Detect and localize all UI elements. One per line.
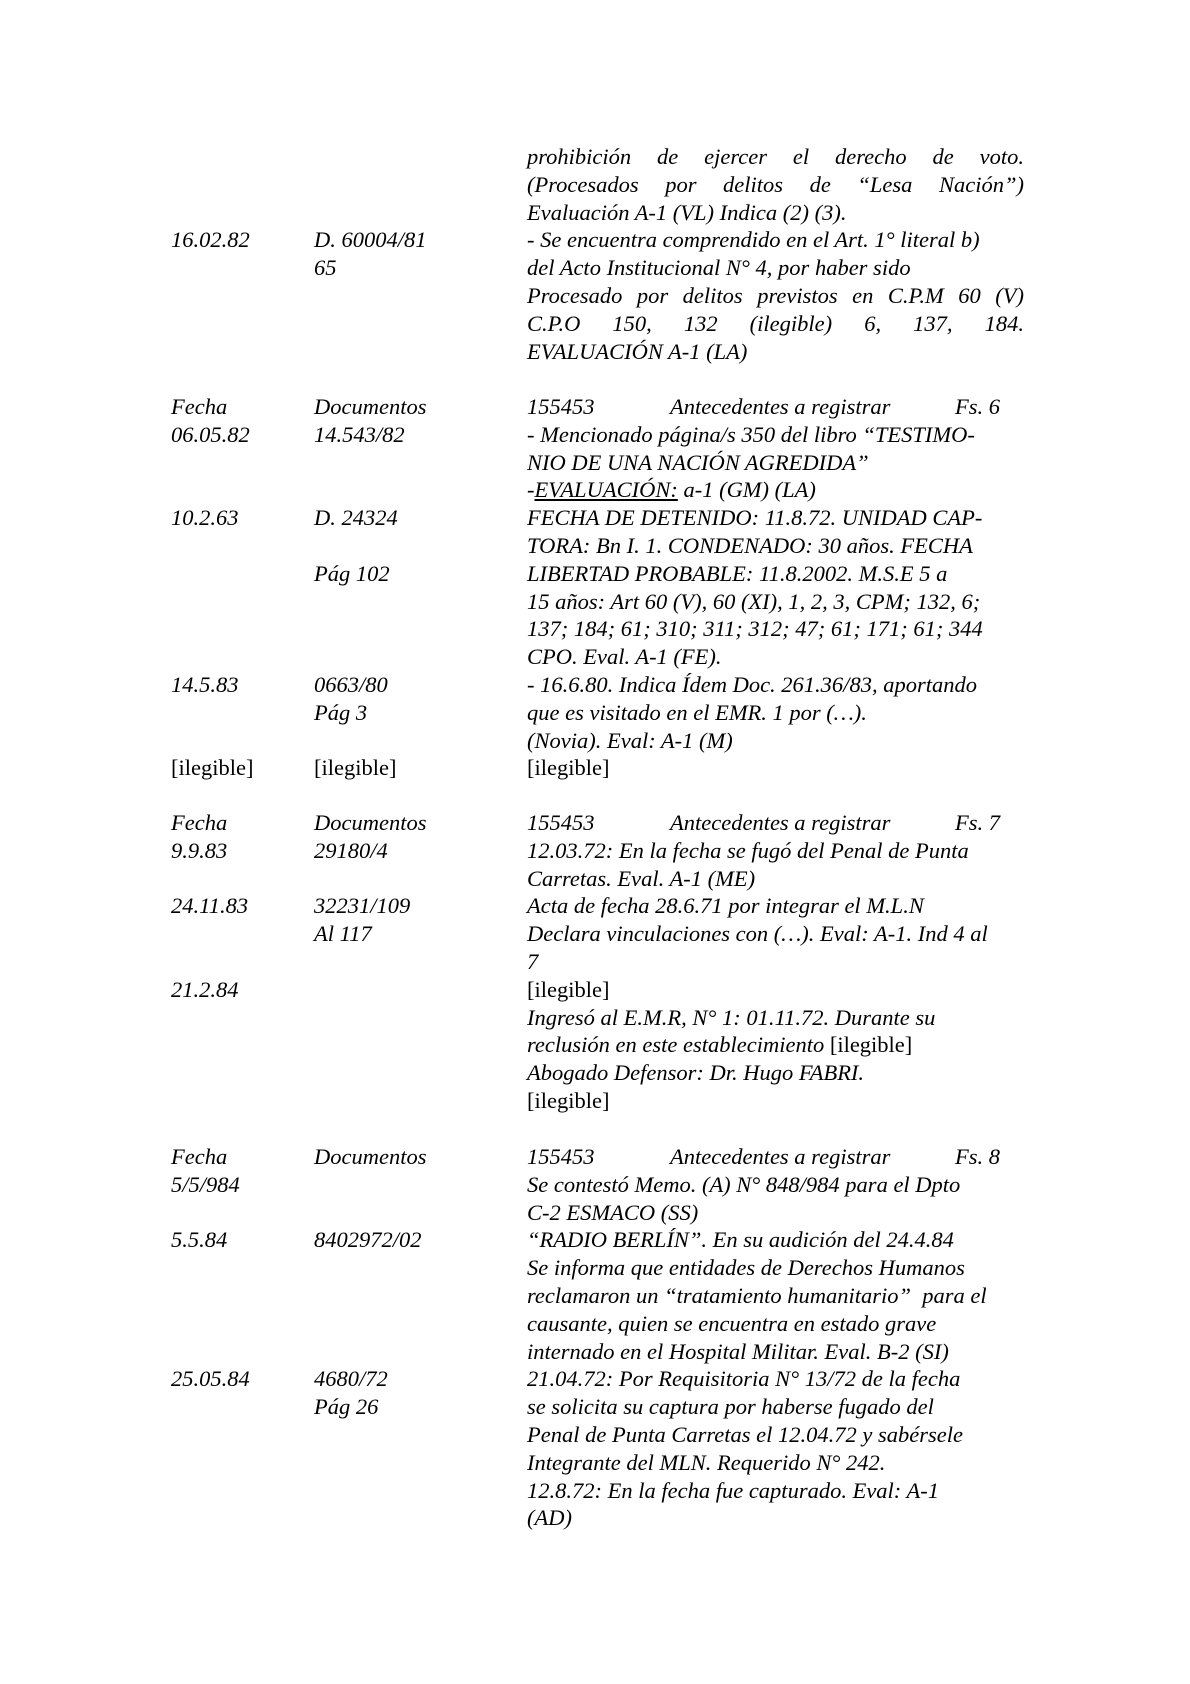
description-cell: CPO. Eval. A-1 (FE). (527, 644, 722, 670)
description-cell: C.P.O 150, 132 (ilegible) 6, 137, 184. (527, 310, 1024, 336)
record-row (0, 1031, 1190, 1059)
document-cell: [ilegible] (314, 755, 397, 781)
record-row (0, 1171, 1190, 1199)
record-row (0, 1421, 1190, 1449)
description-cell: [ilegible] (527, 1087, 610, 1113)
description-cell: Procesado por delitos previstos en C.P.M 60 (V) (527, 282, 1024, 308)
description-cell: C-2 ESMACO (SS) (527, 1199, 699, 1225)
description-text: reclusión en este establecimiento (527, 1032, 830, 1058)
date-cell: [ilegible] (171, 755, 254, 781)
description-cell: 7 (527, 948, 539, 974)
record-row (0, 865, 1190, 893)
record-row (0, 476, 1190, 504)
description-cell: Se contestó Memo. (A) N° 848/984 para el Dpto (527, 1171, 961, 1197)
date-cell: 16.02.82 (171, 227, 250, 253)
record-block-fs6 (0, 393, 1190, 782)
description-cell: Se informa que entidades de Derechos Humanos (527, 1255, 965, 1281)
record-row (0, 560, 1190, 588)
fecha-header: Fecha (171, 810, 228, 835)
record-row (0, 615, 1190, 643)
record-row (0, 920, 1190, 948)
illegible-mark: [ilegible] (829, 1032, 913, 1058)
antecedentes-label: Antecedentes a registrar (670, 394, 891, 419)
description-cell: 12.8.72: En la fecha fue capturado. Eval: A-1 (527, 1477, 939, 1503)
description-cell: [ilegible] (527, 755, 610, 781)
record-block-continuation (0, 143, 1190, 365)
record-row (0, 1393, 1190, 1421)
date-cell: 10.2.63 (171, 505, 239, 531)
folio-number: Fs. 7 (955, 810, 1000, 835)
record-row (0, 643, 1190, 671)
record-row (0, 948, 1190, 976)
record-row (0, 1310, 1190, 1338)
date-cell: 21.2.84 (171, 976, 239, 1002)
record-row-illegible (0, 754, 1190, 782)
description-cell: Carretas. Eval. A-1 (ME) (527, 865, 756, 891)
description-cell: - Mencionado página/s 350 del libro “TESTIMO- (527, 421, 975, 447)
document-cell: 65 (314, 255, 337, 281)
record-number: 155453 (527, 810, 595, 835)
description-cell: causante, quien se encuentra en estado grave (527, 1310, 937, 1336)
description-cell: internado en el Hospital Militar. Eval. B-2 (SI) (527, 1338, 949, 1364)
description-cell: EVALUACIÓN A-1 (LA) (527, 338, 748, 364)
description-cell: prohibición de ejercer el derecho de voto. (527, 144, 1024, 169)
dash-prefix: - (527, 477, 535, 503)
record-row (0, 143, 1190, 171)
antecedentes-label: Antecedentes a registrar (670, 1144, 891, 1169)
description-cell: Evaluación A-1 (VL) Indica (2) (3). (527, 199, 847, 225)
document-cell: Pág 102 (314, 560, 390, 586)
documentos-header: Documentos (314, 394, 427, 419)
record-row (0, 1087, 1190, 1115)
header-right (527, 393, 1024, 421)
record-row (0, 1226, 1190, 1254)
record-row (0, 1004, 1190, 1032)
description-cell: - Se encuentra comprendido en el Art. 1° literal b) (527, 227, 980, 253)
description-cell: reclamaron un “tratamiento humanitario” para el (527, 1282, 987, 1308)
description-cell (527, 476, 1024, 504)
description-cell: Abogado Defensor: Dr. Hugo FABRI. (527, 1060, 865, 1086)
fecha-header: Fecha (171, 394, 228, 419)
record-row (0, 976, 1190, 1004)
record-block-fs8 (0, 1143, 1190, 1532)
description-cell: 12.03.72: En la fecha se fugó del Penal de Punta (527, 837, 969, 863)
document-cell: 32231/109 (314, 893, 411, 919)
date-cell: 5.5.84 (171, 1227, 228, 1253)
description-cell: Ingresó al E.M.R, N° 1: 01.11.72. Durante su (527, 1004, 936, 1030)
description-cell: Penal de Punta Carretas el 12.04.72 y sabérsele (527, 1421, 963, 1447)
description-cell: - 16.6.80. Indica Ídem Doc. 261.36/83, aportando (527, 671, 977, 697)
record-row (0, 338, 1190, 366)
folio-number: Fs. 8 (955, 1144, 1000, 1169)
section-header (0, 1143, 1190, 1171)
description-cell: 21.04.72: Por Requisitoria N° 13/72 de la fecha (527, 1366, 961, 1392)
record-row (0, 199, 1190, 227)
date-cell: 24.11.83 (171, 893, 249, 919)
record-row (0, 837, 1190, 865)
record-row (0, 671, 1190, 699)
record-block-fs7 (0, 809, 1190, 1115)
record-row (0, 504, 1190, 532)
documentos-header: Documentos (314, 1144, 427, 1169)
document-cell: 4680/72 (314, 1366, 388, 1392)
evaluation-label: EVALUACIÓN: (534, 477, 678, 503)
document-cell: Pág 26 (314, 1394, 379, 1420)
record-row (0, 1254, 1190, 1282)
section-header (0, 393, 1190, 421)
document-cell: 8402972/02 (314, 1227, 422, 1253)
folio-number: Fs. 6 (955, 394, 1000, 419)
description-cell: Integrante del MLN. Requerido N° 242. (527, 1449, 886, 1475)
evaluation-value: a-1 (GM) (LA) (677, 477, 816, 503)
header-right (527, 1143, 1024, 1171)
record-row (0, 1199, 1190, 1227)
description-cell: que es visitado en el EMR. 1 por (…). (527, 699, 867, 725)
description-cell: FECHA DE DETENIDO: 11.8.72. UNIDAD CAP- (527, 505, 983, 531)
record-row (0, 421, 1190, 449)
description-cell: NIO DE UNA NACIÓN AGREDIDA” (527, 449, 869, 475)
description-cell: (Novia). Eval: A-1 (M) (527, 727, 733, 753)
record-row (0, 1365, 1190, 1393)
record-row (0, 1059, 1190, 1087)
date-cell: 14.5.83 (171, 671, 239, 697)
record-row (0, 1282, 1190, 1310)
description-cell: se solicita su captura por haberse fugado del (527, 1394, 934, 1420)
date-cell: 06.05.82 (171, 421, 250, 447)
antecedentes-label: Antecedentes a registrar (670, 810, 891, 835)
record-row (0, 1449, 1190, 1477)
record-row (0, 1504, 1190, 1532)
description-cell: Acta de fecha 28.6.71 por integrar el M.L.N (527, 893, 924, 919)
record-row (0, 727, 1190, 755)
section-header (0, 809, 1190, 837)
record-row (0, 226, 1190, 254)
record-row (0, 699, 1190, 727)
record-row (0, 449, 1190, 477)
record-row (0, 254, 1190, 282)
document-cell: Pág 3 (314, 699, 368, 725)
record-row (0, 588, 1190, 616)
description-cell: (AD) (527, 1505, 572, 1531)
date-cell: 9.9.83 (171, 837, 228, 863)
description-cell: TORA: Bn I. 1. CONDENADO: 30 años. FECHA (527, 532, 973, 558)
date-cell: 25.05.84 (171, 1366, 250, 1392)
record-row (0, 1477, 1190, 1505)
description-cell: “RADIO BERLÍN”. En su audición del 24.4.84 (527, 1227, 954, 1253)
description-cell: LIBERTAD PROBABLE: 11.8.2002. M.S.E 5 a (527, 560, 948, 586)
description-cell: Declara vinculaciones con (…). Eval: A-1. Ind 4 al (527, 921, 988, 947)
document-cell: 29180/4 (314, 837, 388, 863)
record-row (0, 171, 1190, 199)
record-number: 155453 (527, 394, 595, 419)
record-row (0, 282, 1190, 310)
record-row (0, 1338, 1190, 1366)
record-row (0, 892, 1190, 920)
record-row (0, 532, 1190, 560)
description-cell (527, 1031, 1024, 1059)
record-number: 155453 (527, 1144, 595, 1169)
document-cell: 14.543/82 (314, 421, 405, 447)
description-cell: 15 años: Art 60 (V), 60 (XI), 1, 2, 3, CPM; 132, 6; (527, 588, 981, 614)
document-cell: Al 117 (314, 921, 372, 947)
date-cell: 5/5/984 (171, 1171, 240, 1197)
document-cell: D. 60004/81 (314, 227, 427, 253)
header-right (527, 809, 1024, 837)
description-cell: 137; 184; 61; 310; 311; 312; 47; 61; 171; 61; 344 (527, 616, 983, 642)
description-cell: del Acto Institucional N° 4, por haber sido (527, 255, 911, 281)
document-cell: 0663/80 (314, 671, 388, 697)
documentos-header: Documentos (314, 810, 427, 835)
description-cell: (Procesados por delitos de “Lesa Nación”) (527, 171, 1024, 197)
document-cell: D. 24324 (314, 505, 398, 531)
fecha-header: Fecha (171, 1144, 228, 1169)
record-row (0, 310, 1190, 338)
description-cell: [ilegible] (527, 976, 610, 1002)
